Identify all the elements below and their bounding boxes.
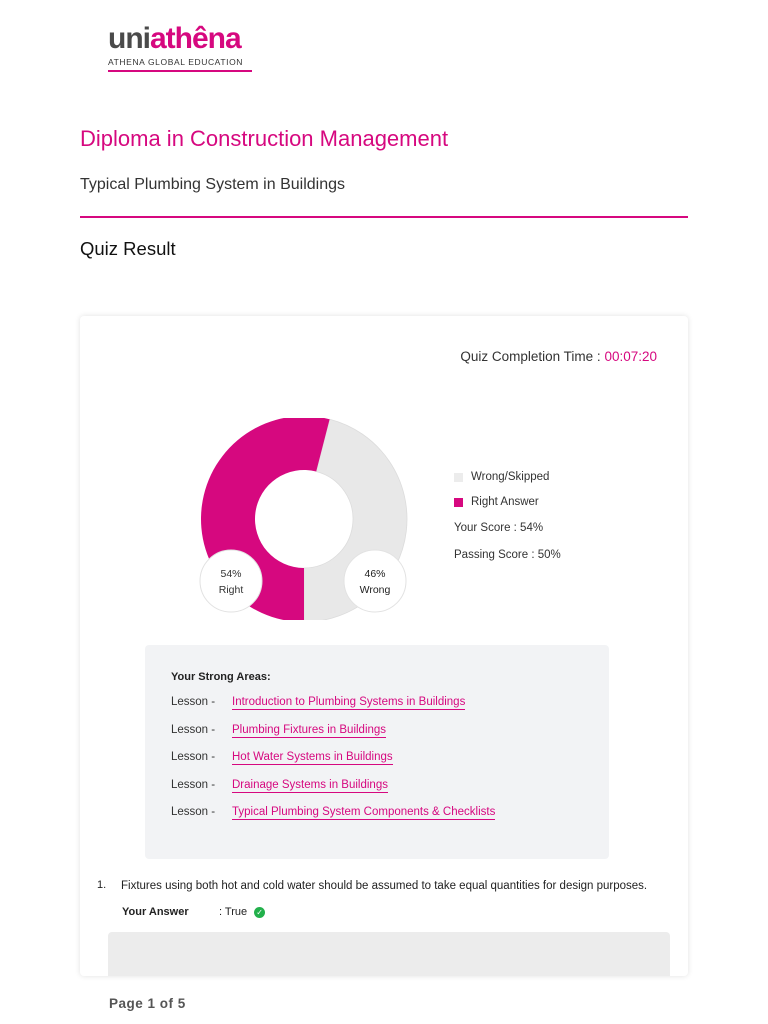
- answer-text: : True: [219, 906, 248, 918]
- legend-wrong: [454, 464, 561, 489]
- your-answer-value: [219, 906, 265, 918]
- strong-areas-title: Your Strong Areas:: [171, 671, 271, 683]
- check-circle-icon: ✓: [254, 907, 265, 918]
- your-answer-label: Your Answer: [122, 906, 189, 918]
- wrong-callout: [344, 550, 406, 612]
- lesson-prefix: Lesson -: [171, 724, 216, 736]
- right-callout-bubble: [200, 550, 262, 612]
- strong-area-link[interactable]: Hot Water Systems in Buildings: [232, 751, 393, 763]
- lesson-title: Typical Plumbing System in Buildings: [80, 176, 346, 193]
- strong-area-item: [171, 751, 393, 765]
- strong-area-link[interactable]: Plumbing Fixtures in Buildings: [232, 724, 387, 736]
- header-divider: [80, 216, 688, 218]
- logo-athena: athêna: [150, 22, 241, 55]
- quiz-result-heading: Quiz Result: [80, 238, 176, 259]
- strong-area-item: [171, 806, 495, 820]
- strong-areas-panel: [145, 645, 609, 859]
- page-number: Page 1 of 5: [109, 996, 186, 1011]
- logo-tagline: ATHENA GLOBAL EDUCATION: [108, 57, 244, 67]
- completion-time-value: 00:07:20: [604, 349, 657, 364]
- uniathena-logo: [108, 22, 258, 72]
- legend-right: [454, 489, 561, 514]
- right-callout: [200, 550, 262, 612]
- answer-explanation-box: [108, 932, 670, 976]
- lesson-prefix: Lesson -: [171, 779, 216, 791]
- logo-underline: [108, 70, 252, 72]
- strong-area-link[interactable]: Drainage Systems in Buildings: [232, 779, 388, 791]
- right-word-label: Right: [218, 584, 244, 596]
- completion-label: Quiz Completion Time :: [460, 349, 601, 364]
- legend-wrong-swatch: [454, 473, 463, 482]
- lesson-prefix: Lesson -: [171, 806, 216, 818]
- question-text: Fixtures using both hot and cold water should be assumed to take equal quantities for design purposes.: [121, 880, 648, 892]
- strong-area-link[interactable]: Introduction to Plumbing Systems in Buildings: [232, 696, 466, 708]
- lesson-prefix: Lesson -: [171, 751, 216, 763]
- strong-area-link[interactable]: Typical Plumbing System Components & Checklists: [232, 806, 496, 818]
- strong-area-item: [171, 779, 388, 793]
- course-title: Diploma in Construction Management: [80, 126, 449, 151]
- lesson-prefix: Lesson -: [171, 696, 216, 708]
- wrong-callout-bubble: [344, 550, 406, 612]
- legend-right-label: Right Answer: [471, 495, 539, 508]
- passing-score: Passing Score : 50%: [454, 548, 561, 561]
- legend-wrong-label: Wrong/Skipped: [471, 470, 550, 483]
- chart-legend: [454, 464, 561, 568]
- score-donut-chart: [198, 418, 410, 620]
- question-number: 1.: [97, 879, 107, 891]
- right-pct-label: 54%: [220, 568, 242, 580]
- wrong-word-label: Wrong: [359, 584, 391, 596]
- logo-uni: uni: [108, 22, 150, 55]
- quiz-result-card: [80, 316, 688, 976]
- your-score: Your Score : 54%: [454, 521, 544, 534]
- logo-wordmark: [108, 22, 258, 56]
- wrong-pct-label: 46%: [364, 568, 386, 580]
- quiz-completion-time: [460, 349, 657, 364]
- strong-area-item: [171, 724, 386, 738]
- strong-area-item: [171, 696, 465, 710]
- legend-right-swatch: [454, 498, 463, 507]
